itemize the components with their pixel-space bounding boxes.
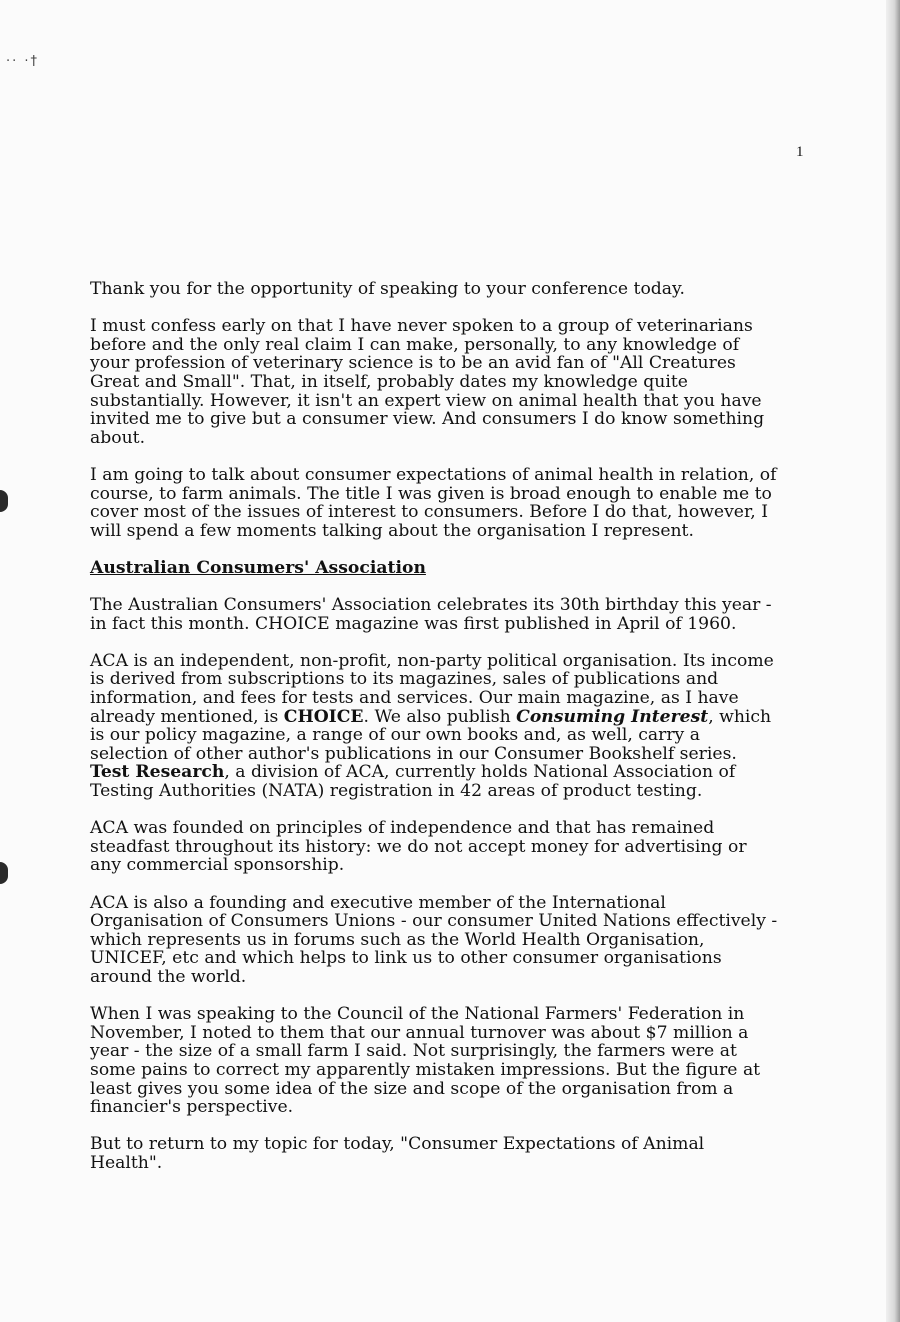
document-body: [90, 280, 780, 1191]
choice-magazine-name: CHOICE: [283, 706, 364, 727]
page-number: 1: [796, 144, 804, 160]
paragraph-turnover: When I was speaking to the Council of the National Farmers' Federation in November, I noted to them that our annual turnover was about $7 million a year - the size of a small farm I said. Not surprisingly, the farmers were at some pains to correct my apparently mistaken impressions. But the figure at least gives you some idea of the size and scope of the organisation from a financier's perspective.: [90, 1004, 761, 1118]
aca-overview-text-1: ACA is an independent, non-profit, non-party political organisation. Its income is derived from subscriptions to its magazines, sales of publications and information, and fees for tests and services. Our main magazine, as I have already mentioned, is: [90, 650, 774, 727]
scan-specks: ·· ·†: [6, 54, 40, 69]
paragraph-iocu: ACA is also a founding and executive member of the International Organisation of Consumers Unions - our consumer United Nations effectively - which represents us in forums such as the World Health Organisation, UNICEF, etc and which helps to link us to other consumer organisations around the world.: [90, 892, 778, 987]
aca-overview-text-3: , which is our policy magazine, a range of our own books and, as well, carry a selection of other author's publications in our Consumer Bookshelf series.: [90, 706, 772, 764]
paragraph-independence: ACA was founded on principles of independence and that has remained steadfast throughout its history: we do not accept money for advertising or any commercial sponsorship.: [90, 818, 747, 876]
paragraph-birthday: The Australian Consumers' Association celebrates its 30th birthday this year - in fact this month. CHOICE magazine was first published in April of 1960.: [90, 595, 772, 634]
page-edge-shadow: [886, 0, 900, 1322]
paragraph-aca-overview: [90, 652, 780, 801]
paragraph-topic: I am going to talk about consumer expectations of animal health in relation, of course, to farm animals. The title I was given is broad enough to enable me to cover most of the issues of interest to consumers. Before I do that, however, I will spend a few moments talking about the organisation I represent.: [90, 464, 777, 541]
paragraph-opening: Thank you for the opportunity of speaking to your conference today.: [90, 279, 685, 299]
consuming-interest-name: Consuming Interest: [516, 706, 709, 727]
binder-hole-bottom: [0, 862, 8, 884]
binder-hole-top: [0, 490, 8, 512]
test-research-name: Test Research: [90, 762, 225, 783]
aca-overview-text-4: , a division of ACA, currently holds National Association of Testing Authorities (NATA) registration in 42 areas of product testing.: [90, 762, 736, 802]
paragraph-confession: I must confess early on that I have never spoken to a group of veterinarians before and the only real claim I can make, personally, to any knowledge of your profession of veterinary science is to be an avid fan of "All Creatures Great and Small". That, in itself, probably dates my knowledge quite substantially. However, it isn't an expert view on animal health that you have invited me to give but a consumer view. And consumers I do know something about.: [90, 316, 765, 448]
paragraph-return-to-topic: But to return to my topic for today, "Consumer Expectations of Animal Health".: [90, 1134, 705, 1173]
aca-overview-text-2: . We also publish: [363, 706, 517, 727]
section-heading: Australian Consumers' Association: [90, 557, 426, 578]
